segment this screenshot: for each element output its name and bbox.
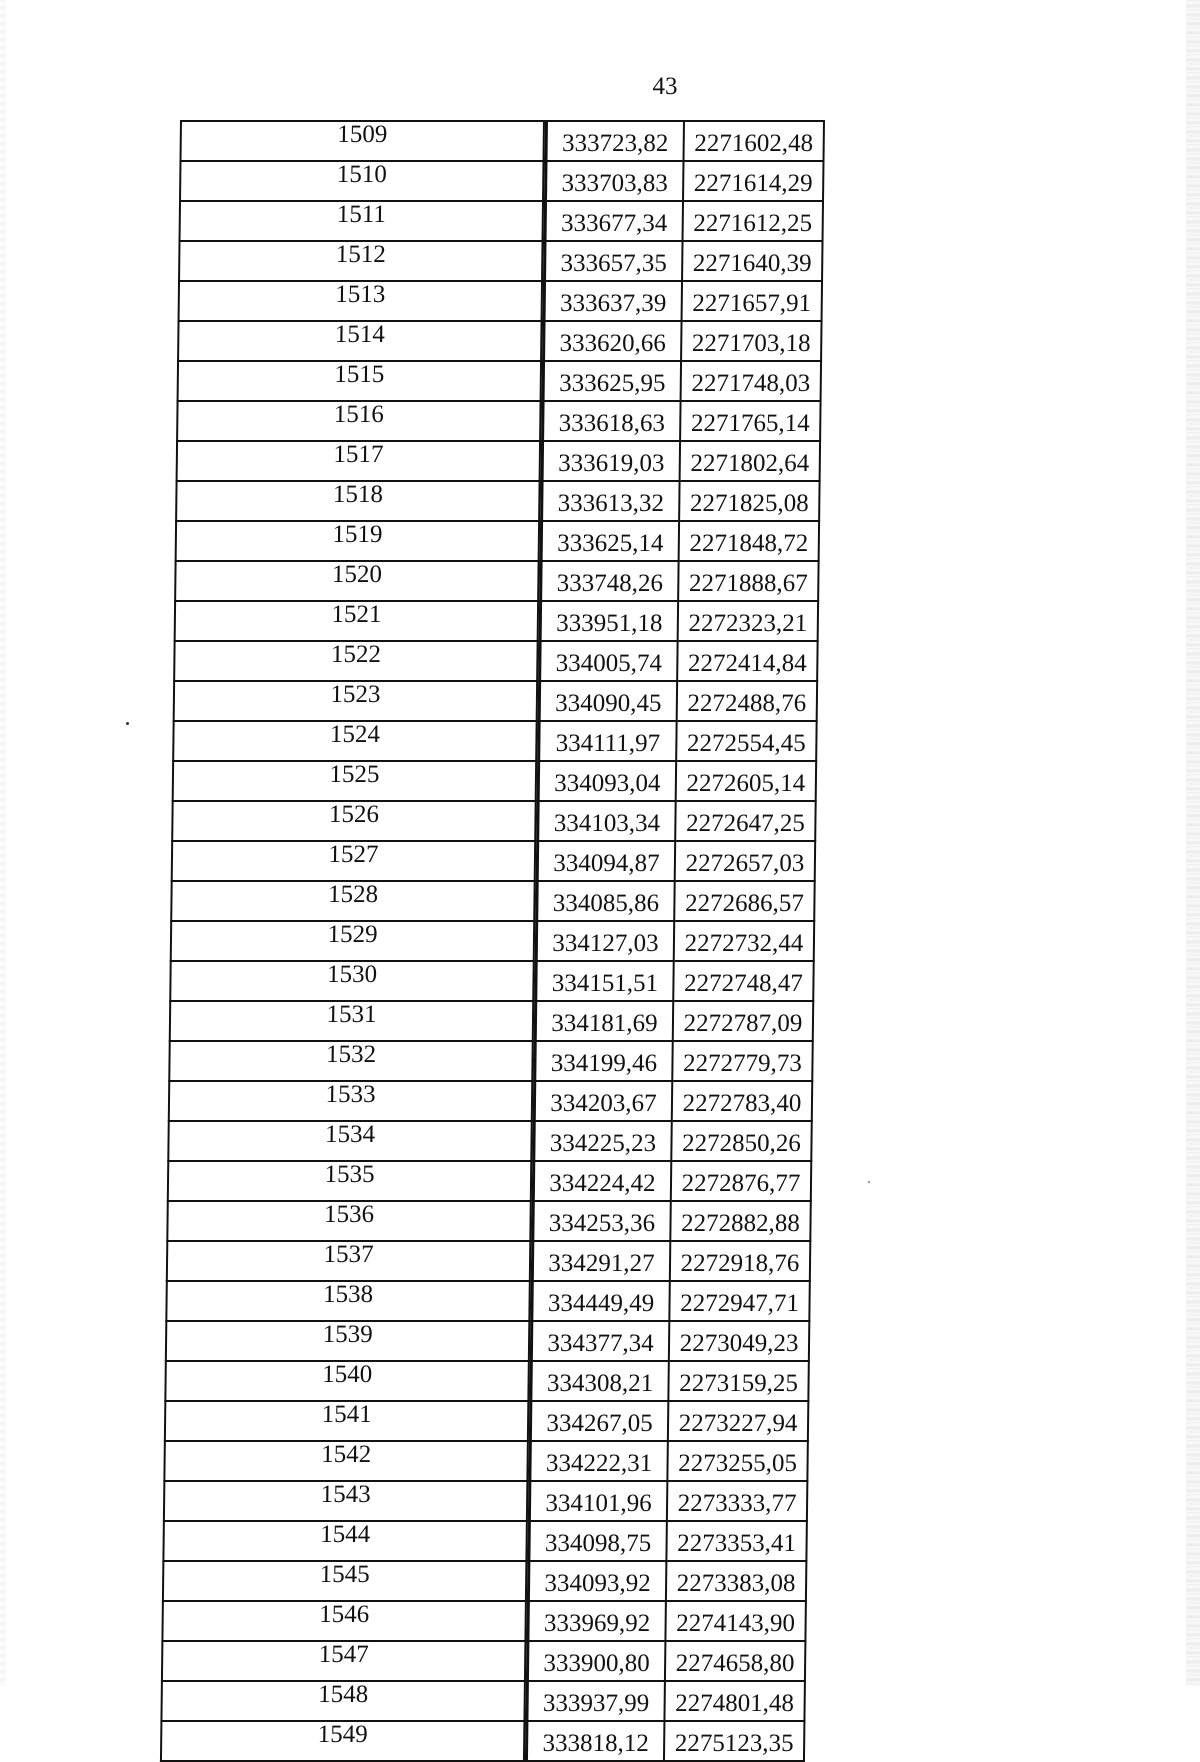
table-row bbox=[160, 1722, 805, 1762]
point-number-cell: 1526 bbox=[171, 802, 536, 842]
point-number-cell: 1517 bbox=[176, 442, 541, 482]
x-coordinate-cell: 333951,18 bbox=[539, 602, 679, 642]
point-number-cell: 1542 bbox=[163, 1442, 528, 1482]
scan-speck bbox=[868, 1181, 870, 1183]
y-coordinate-cell: 2272876,77 bbox=[672, 1162, 812, 1202]
y-coordinate-cell: 2273353,41 bbox=[667, 1522, 807, 1562]
y-coordinate-cell: 2271612,25 bbox=[684, 202, 824, 242]
x-coordinate-cell: 334253,36 bbox=[531, 1202, 671, 1242]
point-number-cell: 1510 bbox=[179, 162, 544, 202]
point-number-cell: 1545 bbox=[162, 1562, 527, 1602]
point-number-cell: 1521 bbox=[174, 602, 539, 642]
table-row bbox=[177, 322, 822, 362]
x-coordinate-cell: 334203,67 bbox=[533, 1082, 673, 1122]
point-number-cell: 1522 bbox=[173, 642, 538, 682]
y-coordinate-cell: 2272554,45 bbox=[677, 722, 817, 762]
x-coordinate-cell: 333613,32 bbox=[540, 482, 680, 522]
table-row bbox=[162, 1562, 807, 1602]
y-coordinate-cell: 2272787,09 bbox=[674, 1002, 814, 1042]
x-coordinate-cell: 334094,87 bbox=[536, 842, 676, 882]
point-number-cell: 1548 bbox=[160, 1682, 525, 1722]
point-number-cell: 1541 bbox=[164, 1402, 529, 1442]
table-row bbox=[171, 802, 816, 842]
table-row bbox=[167, 1122, 812, 1162]
table-row bbox=[161, 1642, 806, 1682]
x-coordinate-cell: 334225,23 bbox=[532, 1122, 672, 1162]
y-coordinate-cell: 2271888,67 bbox=[679, 562, 819, 602]
x-coordinate-cell: 333625,14 bbox=[540, 522, 680, 562]
table-row bbox=[178, 242, 823, 282]
table-row bbox=[160, 1682, 805, 1722]
table-row bbox=[161, 1602, 806, 1642]
x-coordinate-cell: 334224,42 bbox=[532, 1162, 672, 1202]
point-number-cell: 1544 bbox=[162, 1522, 527, 1562]
page-number: 43 bbox=[652, 73, 678, 100]
x-coordinate-cell: 333969,92 bbox=[526, 1602, 666, 1642]
point-number-cell: 1537 bbox=[166, 1242, 531, 1282]
table-row bbox=[170, 882, 815, 922]
point-number-cell: 1539 bbox=[165, 1322, 530, 1362]
y-coordinate-cell: 2272732,44 bbox=[675, 922, 815, 962]
y-coordinate-cell: 2271748,03 bbox=[682, 362, 822, 402]
y-coordinate-cell: 2273255,05 bbox=[668, 1442, 808, 1482]
table-row bbox=[174, 602, 819, 642]
x-coordinate-cell: 333818,12 bbox=[525, 1722, 665, 1762]
point-number-cell: 1535 bbox=[167, 1162, 532, 1202]
table-row bbox=[177, 362, 822, 402]
table-row bbox=[172, 722, 817, 762]
table-row bbox=[165, 1282, 810, 1322]
x-coordinate-cell: 334199,46 bbox=[533, 1042, 673, 1082]
y-coordinate-cell: 2271614,29 bbox=[684, 162, 824, 202]
y-coordinate-cell: 2271848,72 bbox=[680, 522, 820, 562]
x-coordinate-cell: 333618,63 bbox=[541, 402, 681, 442]
y-coordinate-cell: 2274658,80 bbox=[666, 1642, 806, 1682]
coordinates-table bbox=[160, 120, 825, 1762]
y-coordinate-cell: 2273227,94 bbox=[669, 1402, 809, 1442]
table-row bbox=[174, 562, 819, 602]
y-coordinate-cell: 2272686,57 bbox=[675, 882, 815, 922]
x-coordinate-cell: 333748,26 bbox=[539, 562, 679, 602]
table-row bbox=[179, 162, 824, 202]
table-row bbox=[168, 1042, 813, 1082]
point-number-cell: 1538 bbox=[165, 1282, 530, 1322]
y-coordinate-cell: 2271657,91 bbox=[683, 282, 823, 322]
y-coordinate-cell: 2273049,23 bbox=[670, 1322, 810, 1362]
table-row bbox=[168, 1082, 813, 1122]
x-coordinate-cell: 333637,39 bbox=[543, 282, 683, 322]
y-coordinate-cell: 2272323,21 bbox=[679, 602, 819, 642]
point-number-cell: 1511 bbox=[179, 202, 544, 242]
point-number-cell: 1513 bbox=[178, 282, 543, 322]
x-coordinate-cell: 334093,92 bbox=[527, 1562, 667, 1602]
scan-edge-left bbox=[0, 0, 6, 1686]
point-number-cell: 1509 bbox=[179, 120, 545, 162]
table-row bbox=[169, 962, 814, 1002]
x-coordinate-cell: 334181,69 bbox=[534, 1002, 674, 1042]
y-coordinate-cell: 2272605,14 bbox=[677, 762, 817, 802]
x-coordinate-cell: 334101,96 bbox=[528, 1482, 668, 1522]
x-coordinate-cell: 334111,97 bbox=[537, 722, 677, 762]
x-coordinate-cell: 334267,05 bbox=[529, 1402, 669, 1442]
table-row bbox=[172, 762, 817, 802]
point-number-cell: 1546 bbox=[161, 1602, 526, 1642]
table-row bbox=[166, 1202, 811, 1242]
table-row bbox=[179, 120, 825, 162]
x-coordinate-cell: 333937,99 bbox=[525, 1682, 665, 1722]
x-coordinate-cell: 334308,21 bbox=[529, 1362, 669, 1402]
point-number-cell: 1543 bbox=[163, 1482, 528, 1522]
table-row bbox=[176, 442, 821, 482]
point-number-cell: 1518 bbox=[175, 482, 540, 522]
point-number-cell: 1515 bbox=[177, 362, 542, 402]
table-row bbox=[163, 1482, 808, 1522]
x-coordinate-cell: 333619,03 bbox=[541, 442, 681, 482]
scan-speck bbox=[126, 722, 129, 725]
point-number-cell: 1540 bbox=[164, 1362, 529, 1402]
point-number-cell: 1549 bbox=[160, 1722, 525, 1762]
x-coordinate-cell: 333703,83 bbox=[544, 162, 684, 202]
y-coordinate-cell: 2272657,03 bbox=[676, 842, 816, 882]
point-number-cell: 1514 bbox=[177, 322, 542, 362]
point-number-cell: 1531 bbox=[169, 1002, 534, 1042]
point-number-cell: 1547 bbox=[161, 1642, 526, 1682]
y-coordinate-cell: 2274143,90 bbox=[666, 1602, 806, 1642]
point-number-cell: 1519 bbox=[175, 522, 540, 562]
coordinates-table-body bbox=[160, 120, 825, 1762]
y-coordinate-cell: 2273333,77 bbox=[668, 1482, 808, 1522]
table-row bbox=[167, 1162, 812, 1202]
y-coordinate-cell: 2271640,39 bbox=[683, 242, 823, 282]
y-coordinate-cell: 2271703,18 bbox=[682, 322, 822, 362]
y-coordinate-cell: 2271602,48 bbox=[684, 120, 825, 162]
x-coordinate-cell: 334098,75 bbox=[527, 1522, 667, 1562]
x-coordinate-cell: 334222,31 bbox=[528, 1442, 668, 1482]
y-coordinate-cell: 2272488,76 bbox=[678, 682, 818, 722]
table-row bbox=[175, 482, 820, 522]
point-number-cell: 1520 bbox=[174, 562, 539, 602]
point-number-cell: 1533 bbox=[168, 1082, 533, 1122]
y-coordinate-cell: 2272918,76 bbox=[671, 1242, 811, 1282]
point-number-cell: 1528 bbox=[170, 882, 535, 922]
point-number-cell: 1516 bbox=[176, 402, 541, 442]
y-coordinate-cell: 2273383,08 bbox=[667, 1562, 807, 1602]
table-row bbox=[164, 1362, 809, 1402]
table-row bbox=[175, 522, 820, 562]
x-coordinate-cell: 334151,51 bbox=[534, 962, 674, 1002]
y-coordinate-cell: 2272647,25 bbox=[676, 802, 816, 842]
x-coordinate-cell: 333900,80 bbox=[526, 1642, 666, 1682]
point-number-cell: 1524 bbox=[172, 722, 537, 762]
y-coordinate-cell: 2273159,25 bbox=[669, 1362, 809, 1402]
x-coordinate-cell: 333677,34 bbox=[544, 202, 684, 242]
x-coordinate-cell: 334449,49 bbox=[530, 1282, 670, 1322]
table-row bbox=[173, 642, 818, 682]
x-coordinate-cell: 334005,74 bbox=[538, 642, 678, 682]
x-coordinate-cell: 333620,66 bbox=[542, 322, 682, 362]
y-coordinate-cell: 2272783,40 bbox=[673, 1082, 813, 1122]
table-row bbox=[169, 1002, 814, 1042]
point-number-cell: 1529 bbox=[170, 922, 535, 962]
point-number-cell: 1512 bbox=[178, 242, 543, 282]
x-coordinate-cell: 334090,45 bbox=[538, 682, 678, 722]
point-number-cell: 1525 bbox=[172, 762, 537, 802]
table-row bbox=[162, 1522, 807, 1562]
table-row bbox=[165, 1322, 810, 1362]
table-row bbox=[163, 1442, 808, 1482]
x-coordinate-cell: 334127,03 bbox=[535, 922, 675, 962]
x-coordinate-cell: 334085,86 bbox=[535, 882, 675, 922]
x-coordinate-cell: 334377,34 bbox=[530, 1322, 670, 1362]
x-coordinate-cell: 333723,82 bbox=[544, 120, 685, 162]
y-coordinate-cell: 2272779,73 bbox=[673, 1042, 813, 1082]
y-coordinate-cell: 2272947,71 bbox=[670, 1282, 810, 1322]
table-row bbox=[173, 682, 818, 722]
x-coordinate-cell: 334093,04 bbox=[537, 762, 677, 802]
table-row bbox=[178, 282, 823, 322]
x-coordinate-cell: 333657,35 bbox=[543, 242, 683, 282]
y-coordinate-cell: 2271765,14 bbox=[681, 402, 821, 442]
table-row bbox=[164, 1402, 809, 1442]
scan-edge-right bbox=[1186, 0, 1200, 1686]
point-number-cell: 1536 bbox=[166, 1202, 531, 1242]
y-coordinate-cell: 2272748,47 bbox=[674, 962, 814, 1002]
y-coordinate-cell: 2272882,88 bbox=[671, 1202, 811, 1242]
table-row bbox=[179, 202, 824, 242]
x-coordinate-cell: 333625,95 bbox=[542, 362, 682, 402]
y-coordinate-cell: 2271825,08 bbox=[680, 482, 820, 522]
point-number-cell: 1532 bbox=[168, 1042, 533, 1082]
point-number-cell: 1523 bbox=[173, 682, 538, 722]
x-coordinate-cell: 334103,34 bbox=[536, 802, 676, 842]
y-coordinate-cell: 2271802,64 bbox=[681, 442, 821, 482]
y-coordinate-cell: 2274801,48 bbox=[665, 1682, 805, 1722]
table-row bbox=[171, 842, 816, 882]
point-number-cell: 1530 bbox=[169, 962, 534, 1002]
point-number-cell: 1534 bbox=[167, 1122, 532, 1162]
x-coordinate-cell: 334291,27 bbox=[531, 1242, 671, 1282]
y-coordinate-cell: 2272414,84 bbox=[678, 642, 818, 682]
point-number-cell: 1527 bbox=[171, 842, 536, 882]
table-row bbox=[176, 402, 821, 442]
y-coordinate-cell: 2272850,26 bbox=[672, 1122, 812, 1162]
table-row bbox=[170, 922, 815, 962]
y-coordinate-cell: 2275123,35 bbox=[665, 1722, 805, 1762]
table-row bbox=[166, 1242, 811, 1282]
